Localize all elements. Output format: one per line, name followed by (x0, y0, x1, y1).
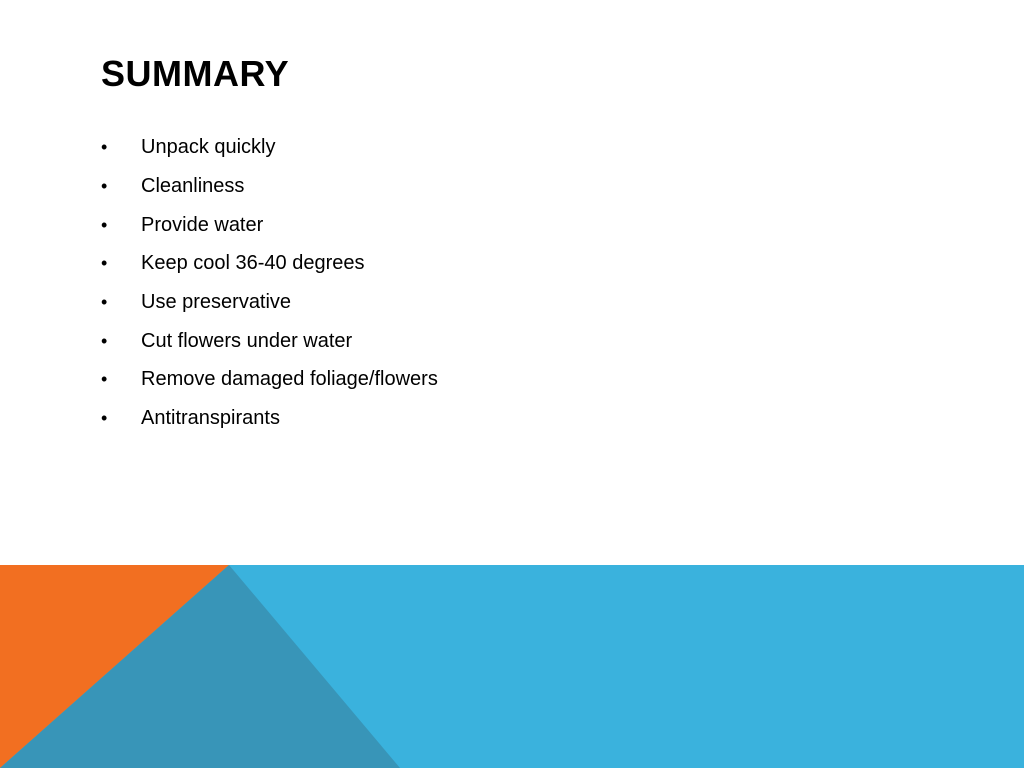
decorative-color-band (0, 565, 1024, 768)
list-item (101, 167, 438, 206)
bullet-icon: • (101, 137, 108, 158)
list-item (101, 283, 438, 322)
bullet-text: Antitranspirants (141, 407, 280, 430)
bullet-icon: • (101, 330, 108, 351)
list-item (101, 244, 438, 283)
bullet-icon: • (101, 369, 108, 390)
bullet-icon: • (101, 292, 108, 313)
bullet-icon: • (101, 214, 108, 235)
bullet-icon: • (101, 408, 108, 429)
bullet-list (101, 128, 438, 438)
list-item (101, 128, 438, 167)
bullet-text: Unpack quickly (141, 136, 276, 159)
bullet-text: Keep cool 36-40 degrees (141, 252, 365, 275)
bullet-icon: • (101, 176, 108, 197)
list-item (101, 205, 438, 244)
list-item (101, 399, 438, 438)
bullet-text: Remove damaged foliage/flowers (141, 368, 438, 391)
bullet-icon: • (101, 253, 108, 274)
list-item (101, 360, 438, 399)
slide-title: SUMMARY (101, 53, 290, 94)
list-item (101, 321, 438, 360)
bullet-text: Provide water (141, 213, 264, 236)
bullet-text: Cleanliness (141, 175, 245, 198)
bullet-text: Use preservative (141, 291, 292, 314)
bullet-text: Cut flowers under water (141, 329, 353, 352)
